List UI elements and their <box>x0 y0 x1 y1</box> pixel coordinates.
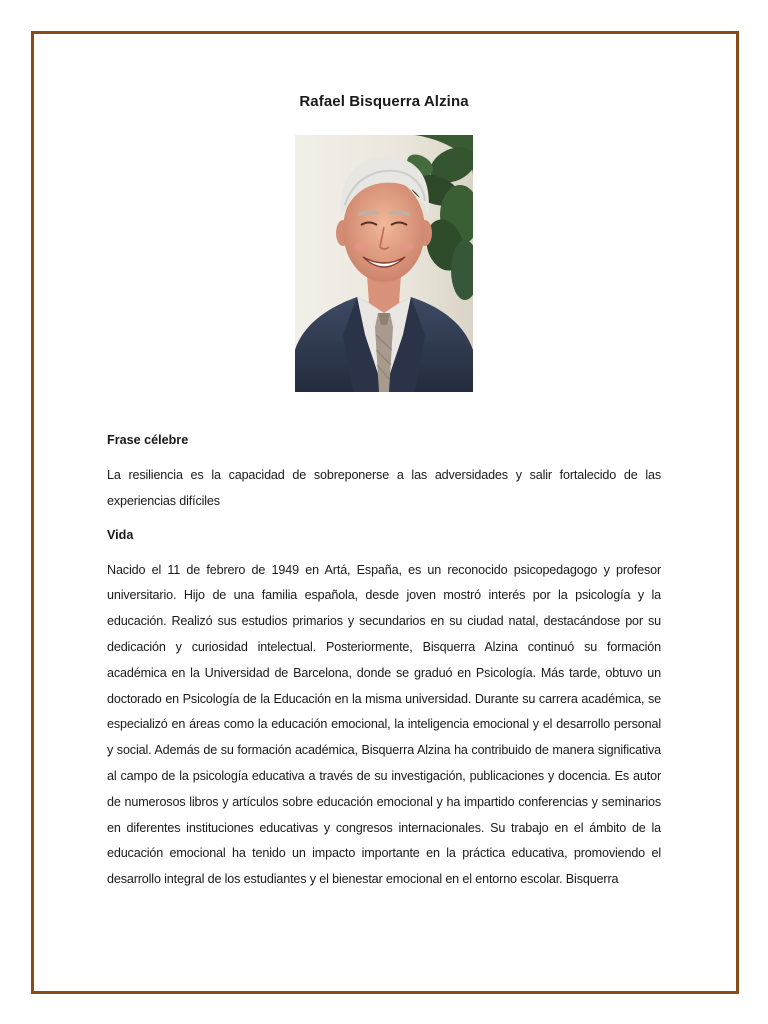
portrait-illustration <box>295 135 473 392</box>
document-body <box>107 430 661 893</box>
section-heading-vida: Vida <box>107 527 134 542</box>
section-text-frase: La resiliencia es la capacidad de sobreponerse a las adversidades y salir fortalecido de las experiencias difíciles <box>107 468 661 508</box>
page-title: Rafael Bisquerra Alzina <box>299 93 469 110</box>
section-text-vida: Nacido el 11 de febrero de 1949 en Artá, España, es un reconocido psicopedagogo y profesor universitario. Hijo de una familia española, desde joven mostró interés por la psicología y la educación. Realizó sus estudios primarios y secundarios en su ciudad natal, destacándose por su dedicación y curiosidad intelectual. Posteriormente, Bisquerra Alzina continuó su formación académica en la Universidad de Barcelona, donde se graduó en Psicología. Más tarde, obtuvo un doctorado en Psicología de la Educación en la misma universidad. Durante su carrera académica, se especializó en áreas como la educación emocional, la inteligencia emocional y el desarrollo personal y social. Además de su formación académica, Bisquerra Alzina ha contribuido de manera significativa al campo de la psicología educativa a través de su investigación, publicaciones y docencia. Es autor de numerosos libros y artículos sobre educación emocional y ha impartido conferencias y seminarios en diferentes instituciones educativas y congresos internacionales. Su trabajo en el ámbito de la educación emocional ha tenido un impacto importante en la práctica educativa, promoviendo el desarrollo integral de los estudiantes y el bienestar emocional en el entorno escolar. Bisquerra <box>107 562 661 887</box>
portrait-photo <box>295 135 473 392</box>
section-heading-frase: Frase célebre <box>107 433 189 447</box>
